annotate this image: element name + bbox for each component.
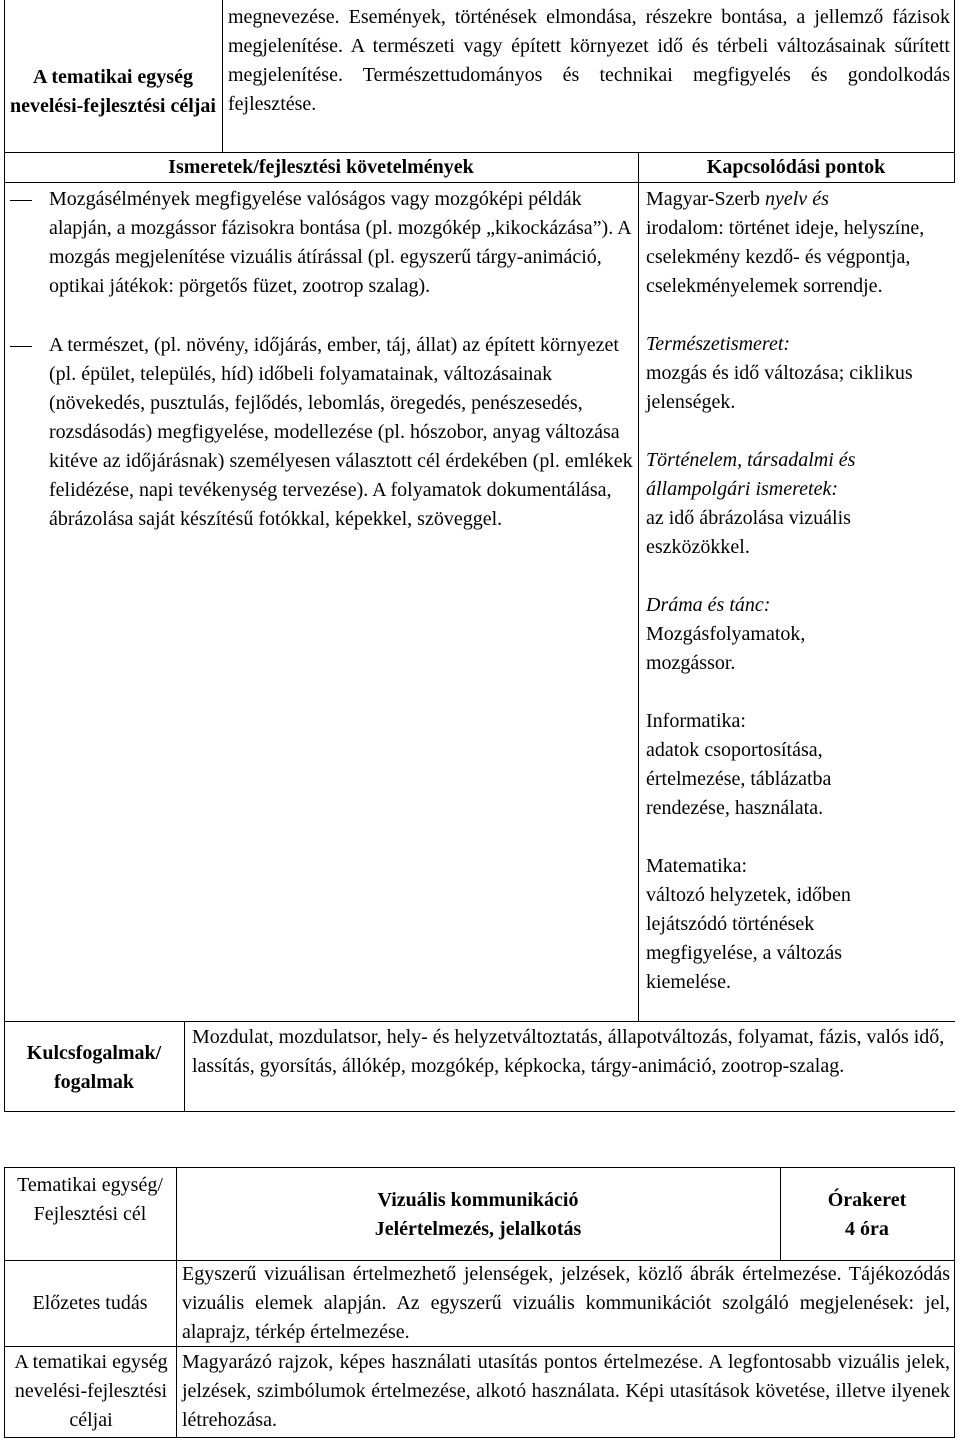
key-concepts-text: Mozdulat, mozdulatsor, hely- és helyzetváltoztatás, állapotváltozás, folyamat, fázis, valós idő, lassítás, gyorsítás, állókép, mozgókép, képkocka, tárgy-animáció, zootrop-szalag. <box>192 1026 945 1077</box>
link-title: Dráma és tánc: <box>646 594 771 616</box>
goals-text-2: Magyarázó rajzok, képes használati utasítás pontos értelmezése. A legfontosabb vizuális jelek, jelzések, szimbólumok értelmezése, alkotó használata. Képi utasítások követése, illetve ilyenek létrehozása. <box>182 1351 950 1431</box>
prior-knowledge-label: Előzetes tudás <box>32 1292 148 1314</box>
link-title: állampolgári ismeretek: <box>646 478 839 500</box>
link-body: adatok csoportosítása, értelmezése, táblázatba rendezése, használata. <box>646 739 832 819</box>
link-history <box>646 446 946 562</box>
links-header: Kapcsolódási pontok <box>706 156 886 178</box>
unit-label: Tematikai egység/ Fejlesztési cél <box>17 1174 163 1225</box>
unit-title-line-1: Vizuális kommunikáció <box>377 1189 579 1211</box>
link-title: Természetismeret: <box>646 333 791 355</box>
hours-cell <box>782 1186 952 1244</box>
key-concepts-label: Kulcsfogalmak/ fogalmak <box>26 1042 162 1093</box>
link-drama <box>646 591 946 678</box>
unit-title <box>178 1186 778 1244</box>
link-body: Mozgásfolyamatok, mozgássor. <box>646 623 806 674</box>
hours-label: Órakeret <box>827 1189 907 1211</box>
link-body: az idő ábrázolása vizuális eszközökkel. <box>646 507 851 558</box>
dash-bullet <box>10 346 32 347</box>
prior-knowledge-text: Egyszerű vizuálisan értelmezhető jelenségek, jelzések, közlő ábrák értelmezése. Tájékozódás vizuális elemek alapján. Az egyszerű vizuális kommunikációt szolgáló megjelenések: jel, alaprajz, térkép értelmezése. <box>182 1263 950 1343</box>
hours-value: 4 óra <box>845 1218 889 1240</box>
requirement-item: Mozgásélmények megfigyelése valóságos vagy mozgóképi példák alapján, a mozgássor fázisokra bontása (pl. mozgókép „kikockázása”). A mozgás megjelenítése vizuális átírással (pl. egyszerű tárgy-animáció, optikai játékok: pörgetős füzet, zootrop szalag). <box>49 188 631 297</box>
link-title: Matematika: <box>646 855 748 877</box>
goals-label-2: A tematikai egység nevelési-fejlesztési céljai <box>14 1351 168 1431</box>
goals-text: megnevezése. Események, történések elmondása, részekre bontása, a jellemző fázisok megjelenítése. A természeti vagy épített környezet idő és térbeli változásainak sűrített megjelenítése. Természettudományos és technikai megfigyelés és gondolkodás fejlesztése. <box>228 6 950 115</box>
requirements-header: Ismeretek/fejlesztési követelmények <box>168 156 474 178</box>
link-science <box>646 330 946 417</box>
unit-title-line-2: Jelértelmezés, jelalkotás <box>374 1218 582 1240</box>
link-title: Informatika: <box>646 710 746 732</box>
link-body: mozgás és idő változása; ciklikus jelenségek. <box>646 362 913 413</box>
link-hungarian-serbian <box>646 185 946 301</box>
requirement-item: A természet, (pl. növény, időjárás, ember, táj, állat) az épített környezet (pl. épület, település, híd) időbeli folyamatainak, változásainak (növekedés, pusztulás, fejlődés, lebomlás, öregedés, penészesedés, rozsdásodás) megfigyelése, modellezése (pl. hószobor, anyag változása kitéve az időjárásnak) személyesen választott cél érdekében (pl. emlékek felidézése, napi tevékenység tervezése). A folyamatok dokumentálása, ábrázolása saját készítésű fotókkal, képekkel, szöveggel. <box>49 334 633 530</box>
link-subject-italic: nyelv és <box>765 188 829 210</box>
link-informatics <box>646 707 946 823</box>
goals-label: A tematikai egység nevelési-fejlesztési céljai <box>9 66 216 117</box>
link-title: Történelem, társadalmi és <box>646 449 856 471</box>
dash-bullet <box>10 200 32 201</box>
link-math <box>646 852 946 997</box>
related-subjects <box>646 185 946 997</box>
link-body: irodalom: történet ideje, helyszíne, cselekmény kezdő- és végpontja, cselekményelemek sorrendje. <box>646 217 925 297</box>
link-subject: Magyar-Szerb <box>646 188 760 210</box>
link-body: változó helyzetek, időben lejátszódó történések megfigyelése, a változás kiemelése. <box>646 884 851 993</box>
